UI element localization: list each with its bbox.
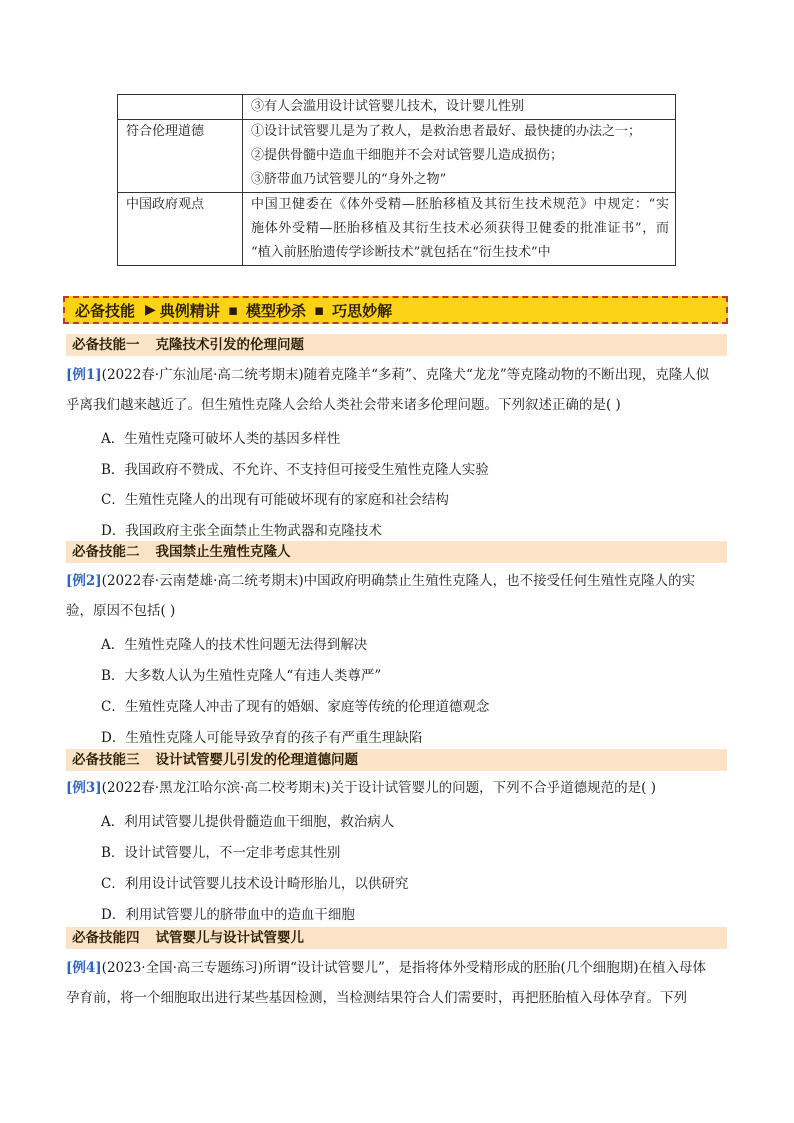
section-number: 必备技能二 — [72, 544, 140, 560]
skills-banner — [63, 296, 728, 324]
answer-option: D．我国政府主张全面禁止生物武器和克隆技术 — [101, 523, 382, 539]
section-title: 克隆技术引发的伦理问题 — [155, 337, 304, 353]
section-header — [66, 927, 727, 949]
question-line: 乎离我们越来越近了。但生殖性克隆人会给人类社会带来诸多伦理问题。下列叙述正确的是( ) — [66, 397, 621, 413]
banner-item: 模型秒杀 — [245, 301, 306, 320]
question-stem — [66, 360, 727, 420]
section-header — [66, 541, 727, 563]
table-cell-label: 符合伦理道德 — [118, 120, 243, 193]
play-arrow-icon: ▶ — [145, 302, 156, 318]
section-number: 必备技能一 — [72, 337, 140, 353]
section-title: 我国禁止生殖性克隆人 — [155, 544, 291, 560]
section-number: 必备技能三 — [72, 752, 140, 768]
table-row — [118, 193, 676, 266]
table-line: 施体外受精—胚胎移植及其衍生技术必须获得卫健委的批准证书”，而 — [251, 221, 669, 236]
table-cell-label: 中国政府观点 — [118, 193, 243, 266]
question-tag: [例4] — [66, 960, 102, 976]
answer-option: C．生殖性克隆人冲击了现有的婚姻、家庭等传统的伦理道德观念 — [101, 699, 490, 715]
answer-option: A．生殖性克隆可破坏人类的基因多样性 — [101, 431, 341, 447]
answer-option: C．利用设计试管婴儿技术设计畸形胎儿，以供研究 — [101, 876, 409, 892]
question-line — [66, 566, 727, 596]
question-tag: [例1] — [66, 367, 102, 383]
banner-item: 巧思妙解 — [332, 301, 393, 320]
table-line: “植入前胚胎遗传学诊断技术”就包括在“衍生技术”中 — [251, 245, 551, 260]
ethics-table — [117, 94, 676, 266]
answer-option: B．设计试管婴儿，不一定非考虑其性别 — [101, 845, 341, 861]
answer-option: B．大多数人认为生殖性克隆人“有违人类尊严” — [101, 668, 382, 684]
section-header — [66, 749, 727, 771]
question-line: 验，原因不包括( ) — [66, 603, 176, 619]
question-tag: [例2] — [66, 573, 102, 589]
question-line: 孕育前，将一个细胞取出进行某些基因检测，当检测结果符合人们需要时，再把胚胎植入母体孕育。下列 — [66, 990, 687, 1006]
table-cell-label — [118, 95, 243, 120]
section-number: 必备技能四 — [72, 930, 140, 946]
section-header — [66, 334, 727, 356]
question-line — [66, 360, 727, 390]
question-tag: [例3] — [66, 780, 102, 796]
answer-option: D．生殖性克隆人可能导致孕育的孩子有严重生理缺陷 — [101, 730, 423, 746]
table-cell-content — [243, 95, 676, 120]
question-line — [66, 953, 727, 983]
answer-option: B．我国政府不赞成、不允许、不支持但可接受生殖性克隆人实验 — [101, 462, 489, 478]
banner-title: 必备技能 — [75, 301, 136, 320]
question-text: (2022春·黑龙江哈尔滨·高二校考期末)关于设计试管婴儿的问题，下列不合乎道德规范的是( ) — [101, 780, 656, 796]
question-text: (2022春·云南楚雄·高二统考期末)中国政府明确禁止生殖性克隆人，也不接受任何生殖性克隆人的实 — [101, 573, 696, 589]
section-title: 设计试管婴儿引发的伦理道德问题 — [155, 752, 358, 768]
table-line: 中国卫健委在《体外受精—胚胎移植及其衍生技术规范》中规定：“实 — [251, 197, 669, 212]
answer-option: A．利用试管婴儿提供骨髓造血干细胞，救治病人 — [101, 814, 395, 830]
bullet-icon: ▪ — [314, 301, 325, 319]
answer-option: D．利用试管婴儿的脐带血中的造血干细胞 — [101, 907, 355, 923]
question-line — [66, 773, 727, 803]
table-row — [118, 95, 676, 120]
answer-option: C．生殖性克隆人的出现有可能破坏现有的家庭和社会结构 — [101, 492, 449, 508]
question-stem — [66, 953, 727, 1013]
banner-item: 典例精讲 — [159, 301, 220, 320]
table-row — [118, 120, 676, 193]
section-title: 试管婴儿与设计试管婴儿 — [155, 930, 304, 946]
bullet-icon: ▪ — [227, 301, 238, 319]
answer-option: A．生殖性克隆人的技术性问题无法得到解决 — [101, 637, 368, 653]
table-line: ①设计试管婴儿是为了救人，是救治患者最好、最快捷的办法之一； — [251, 124, 642, 139]
table-cell-content — [243, 120, 676, 193]
table-line: ③脐带血乃试管婴儿的“身外之物” — [251, 172, 447, 187]
table-line: ③有人会滥用设计试管婴儿技术，设计婴儿性别 — [251, 99, 525, 114]
table-line: ②提供骨髓中造血干细胞并不会对试管婴儿造成损伤； — [251, 148, 564, 163]
question-text: (2023·全国·高三专题练习)所谓“设计试管婴儿”，是指将体外受精形成的胚胎(几个细胞期)在植入母体 — [101, 960, 706, 976]
question-text: (2022春·广东汕尾·高二统考期末)随着克隆羊“多莉”、克隆犬“龙龙”等克隆动物的不断出现，克隆人似 — [101, 367, 710, 383]
table-cell-content — [243, 193, 676, 266]
question-stem — [66, 773, 727, 803]
question-stem — [66, 566, 727, 626]
